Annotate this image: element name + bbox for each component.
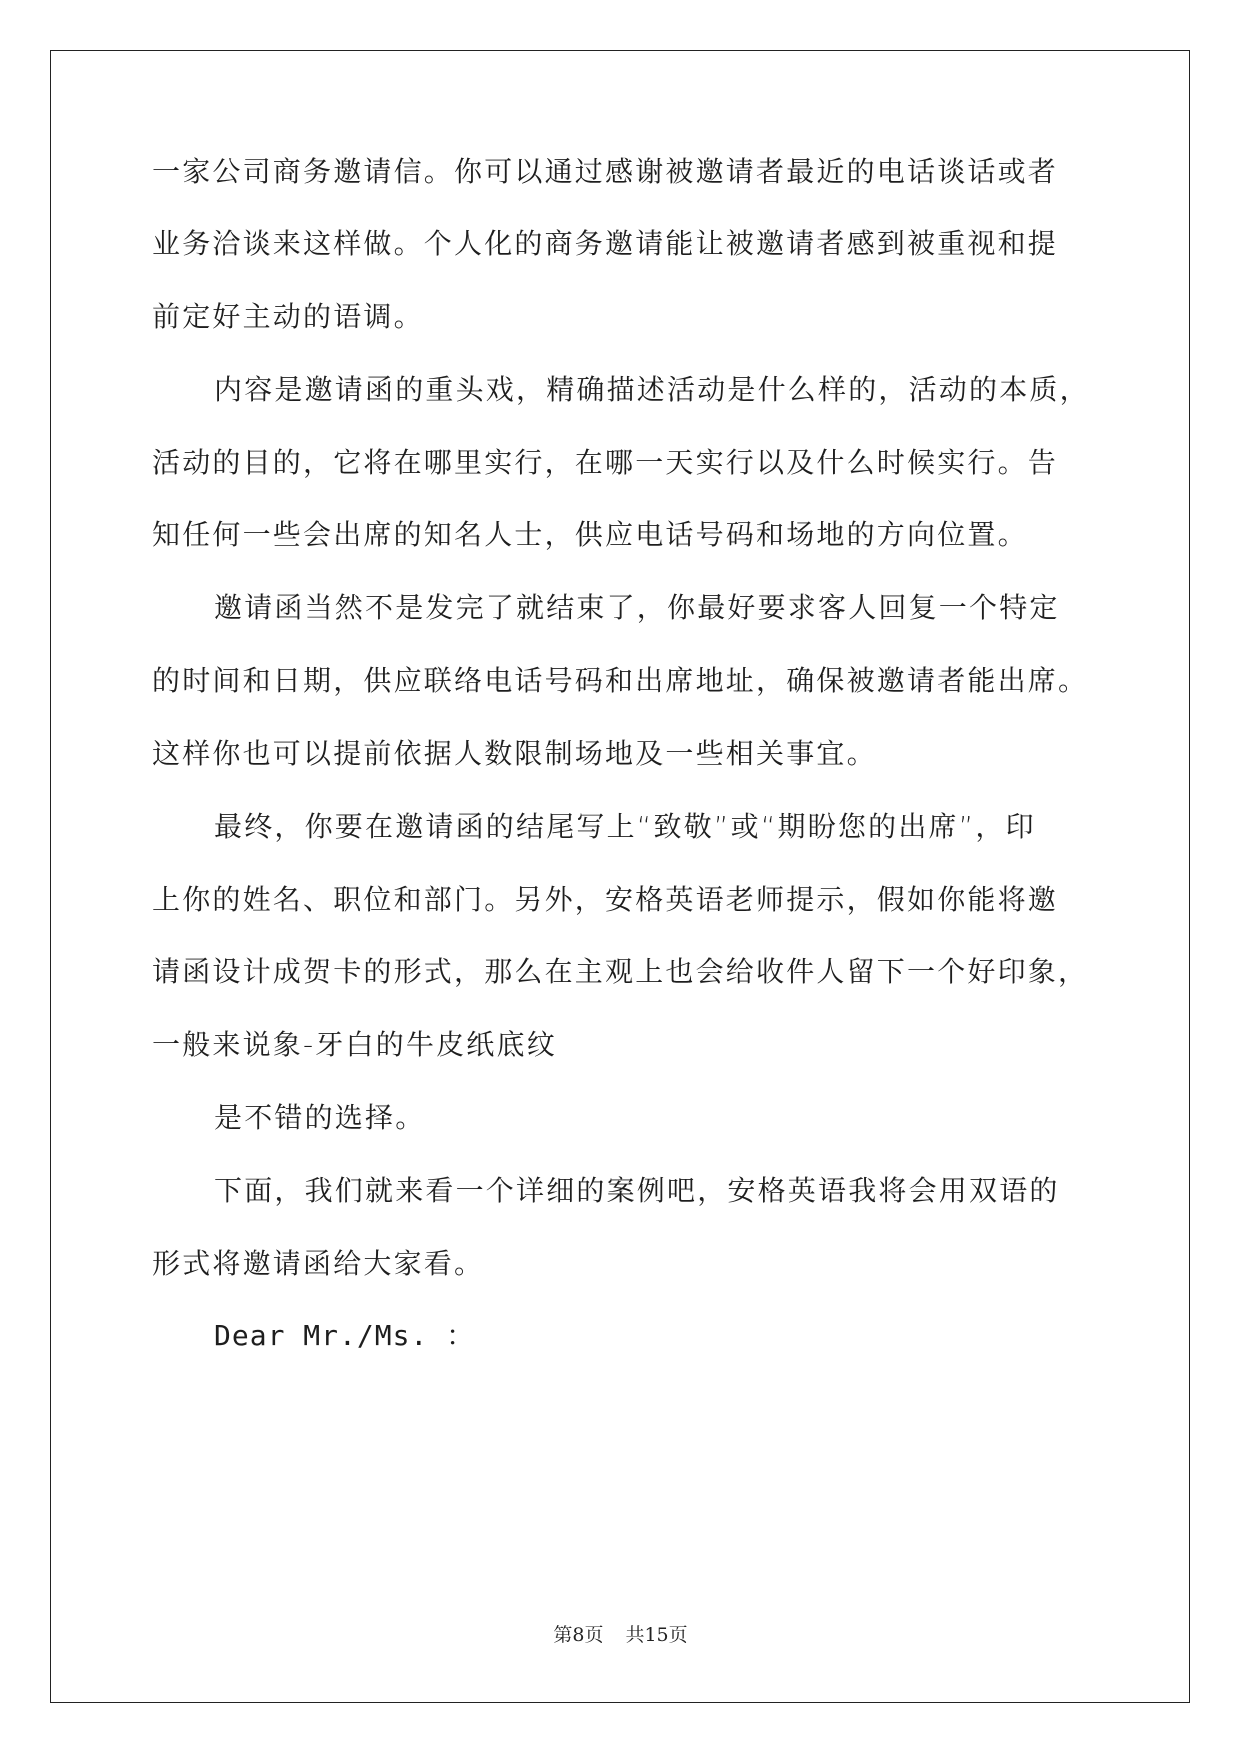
body-line-5: 活动的目的，它将在哪里实行，在哪一天实行以及什么时候实行。告: [152, 446, 1059, 479]
page-footer: [0, 1620, 1241, 1647]
body-line-2: 业务洽谈来这样做。个人化的商务邀请能让被邀请者感到被重视和提: [152, 227, 1059, 260]
salutation-line: Dear Mr./Ms. ：: [214, 1319, 476, 1352]
body-line-10: 最终，你要在邀请函的结尾写上“致敬”或“期盼您的出席”，印: [214, 810, 1036, 843]
body-line-6: 知任何一些会出席的知名人士，供应电话号码和场地的方向位置。: [152, 518, 1028, 551]
body-line-14: 是不错的选择。: [214, 1101, 426, 1134]
body-line-7: 邀请函当然不是发完了就结束了，你最好要求客人回复一个特定: [214, 591, 1060, 624]
body-line-16: 形式将邀请函给大家看。: [152, 1247, 485, 1280]
page-total: 共15页: [625, 1624, 688, 1646]
body-line-4: 内容是邀请函的重头戏，精确描述活动是什么样的，活动的本质，: [214, 373, 1090, 406]
body-line-13: 一般来说象-牙白的牛皮纸底纹: [152, 1028, 557, 1061]
page-number: 第8页: [553, 1624, 604, 1646]
body-line-11: 上你的姓名、职位和部门。另外，安格英语老师提示，假如你能将邀: [152, 883, 1059, 916]
body-line-8: 的时间和日期，供应联络电话号码和出席地址，确保被邀请者能出席。: [152, 664, 1089, 697]
body-line-9: 这样你也可以提前依据人数限制场地及一些相关事宜。: [152, 737, 877, 770]
body-line-1: 一家公司商务邀请信。你可以通过感谢被邀请者最近的电话谈话或者: [152, 155, 1059, 188]
body-line-3: 前定好主动的语调。: [152, 300, 424, 333]
body-line-12: 请函设计成贺卡的形式，那么在主观上也会给收件人留下一个好印象，: [152, 955, 1089, 988]
body-line-15: 下面，我们就来看一个详细的案例吧，安格英语我将会用双语的: [214, 1174, 1060, 1207]
page-border: [50, 50, 1190, 1703]
